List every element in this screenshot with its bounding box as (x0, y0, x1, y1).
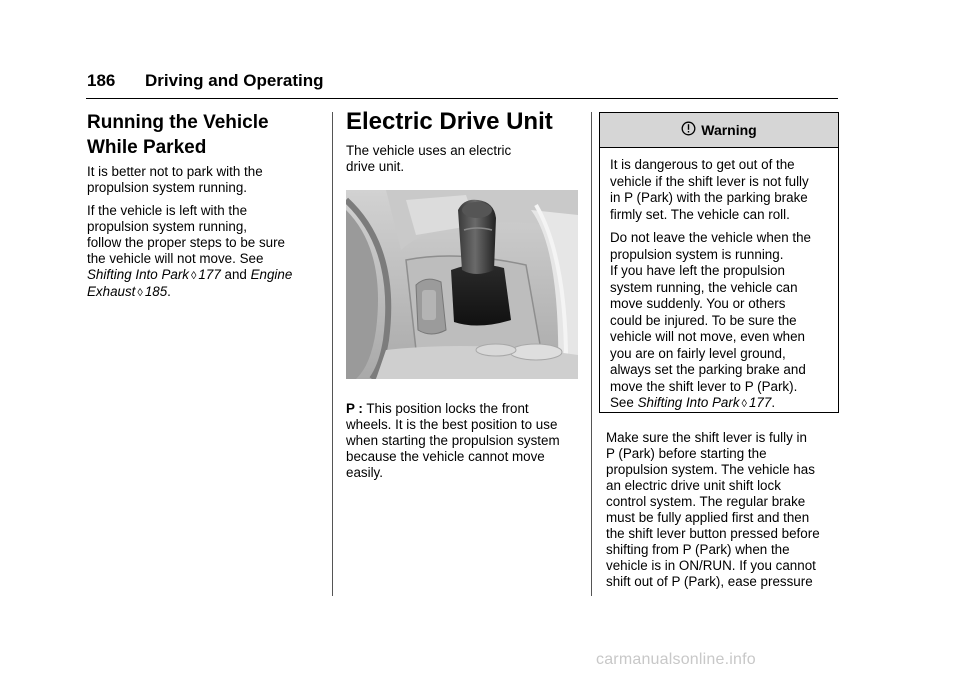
p-label: P : (346, 401, 363, 416)
reference-icon: ◊ (190, 270, 197, 282)
warning-header (600, 113, 838, 148)
watermark: carmanualsonline.info (596, 651, 756, 668)
column-divider-right (591, 112, 592, 596)
link-shifting-into-park[interactable]: Shifting Into Park (87, 267, 189, 282)
warning-paragraph-1: It is dangerous to get out of the vehicle if the shift lever is not fully in P (Park) with the parking brake firmly set. The vehicle can roll. (610, 157, 809, 222)
column-divider-left (332, 112, 333, 596)
heading-electric-drive-unit: Electric Drive Unit (346, 108, 553, 135)
warning-icon-graphic (681, 121, 696, 136)
shift-lever-illustration (346, 190, 578, 379)
column-electric-drive (346, 107, 580, 182)
warning-body (600, 148, 838, 413)
warning-icon (681, 121, 696, 139)
header-rule (86, 98, 838, 99)
column-running-parked (87, 110, 322, 308)
link-shifting-into-park-warning[interactable]: Shifting Into Park (637, 395, 740, 410)
link-engine-exhaust[interactable]: Engine (250, 267, 293, 282)
warning-title: Warning (701, 122, 757, 138)
paragraph-shift-lock: Make sure the shift lever is fully in P (Park) before starting the propulsion system. The vehicle has an electric drive unit shift lock control system. The regular brake must be fully applied first and then the shift lever button pressed before shifting from P (Park) when the vehicle is in ON/RUN. If you cannot shift out of P (Park), ease pressure (606, 430, 820, 589)
heading-running-vehicle: Running the Vehicle While Parked (87, 112, 269, 158)
page-number: 186 (87, 71, 116, 90)
paragraph-p-park: P : This position locks the front wheels. It is the best position to use when starting the propulsion system because the vehicle cannot move easily. (346, 401, 560, 480)
warning-paragraph-2: Do not leave the vehicle when the propulsion system is running. If you have left the propulsion system running, the vehicle can move suddenly. You or others could be injured. To be sure the vehicle will not move, even when you are on fairly level ground, always set the parking brake and move the shift lever to P (Park). See Shifting Into Park ◊ 177. (610, 230, 811, 410)
column-shift-lock (606, 430, 842, 597)
reference-icon: ◊ (741, 398, 747, 410)
paragraph-left-running: If the vehicle is left with the propulsion system running, follow the proper steps to be sure the vehicle will not move. See Shifting Into Park ◊ 177 and Engine Exhaust ◊ 185. (87, 203, 293, 299)
warning-box (599, 112, 839, 413)
park-description (346, 401, 582, 488)
shift-lever-photo (346, 190, 578, 379)
paragraph-park-running: It is better not to park with the propulsion system running. (87, 164, 263, 195)
reference-icon: ◊ (137, 287, 143, 299)
paragraph-intro: The vehicle uses an electric drive unit. (346, 143, 512, 174)
section-title: Driving and Operating (145, 71, 324, 90)
